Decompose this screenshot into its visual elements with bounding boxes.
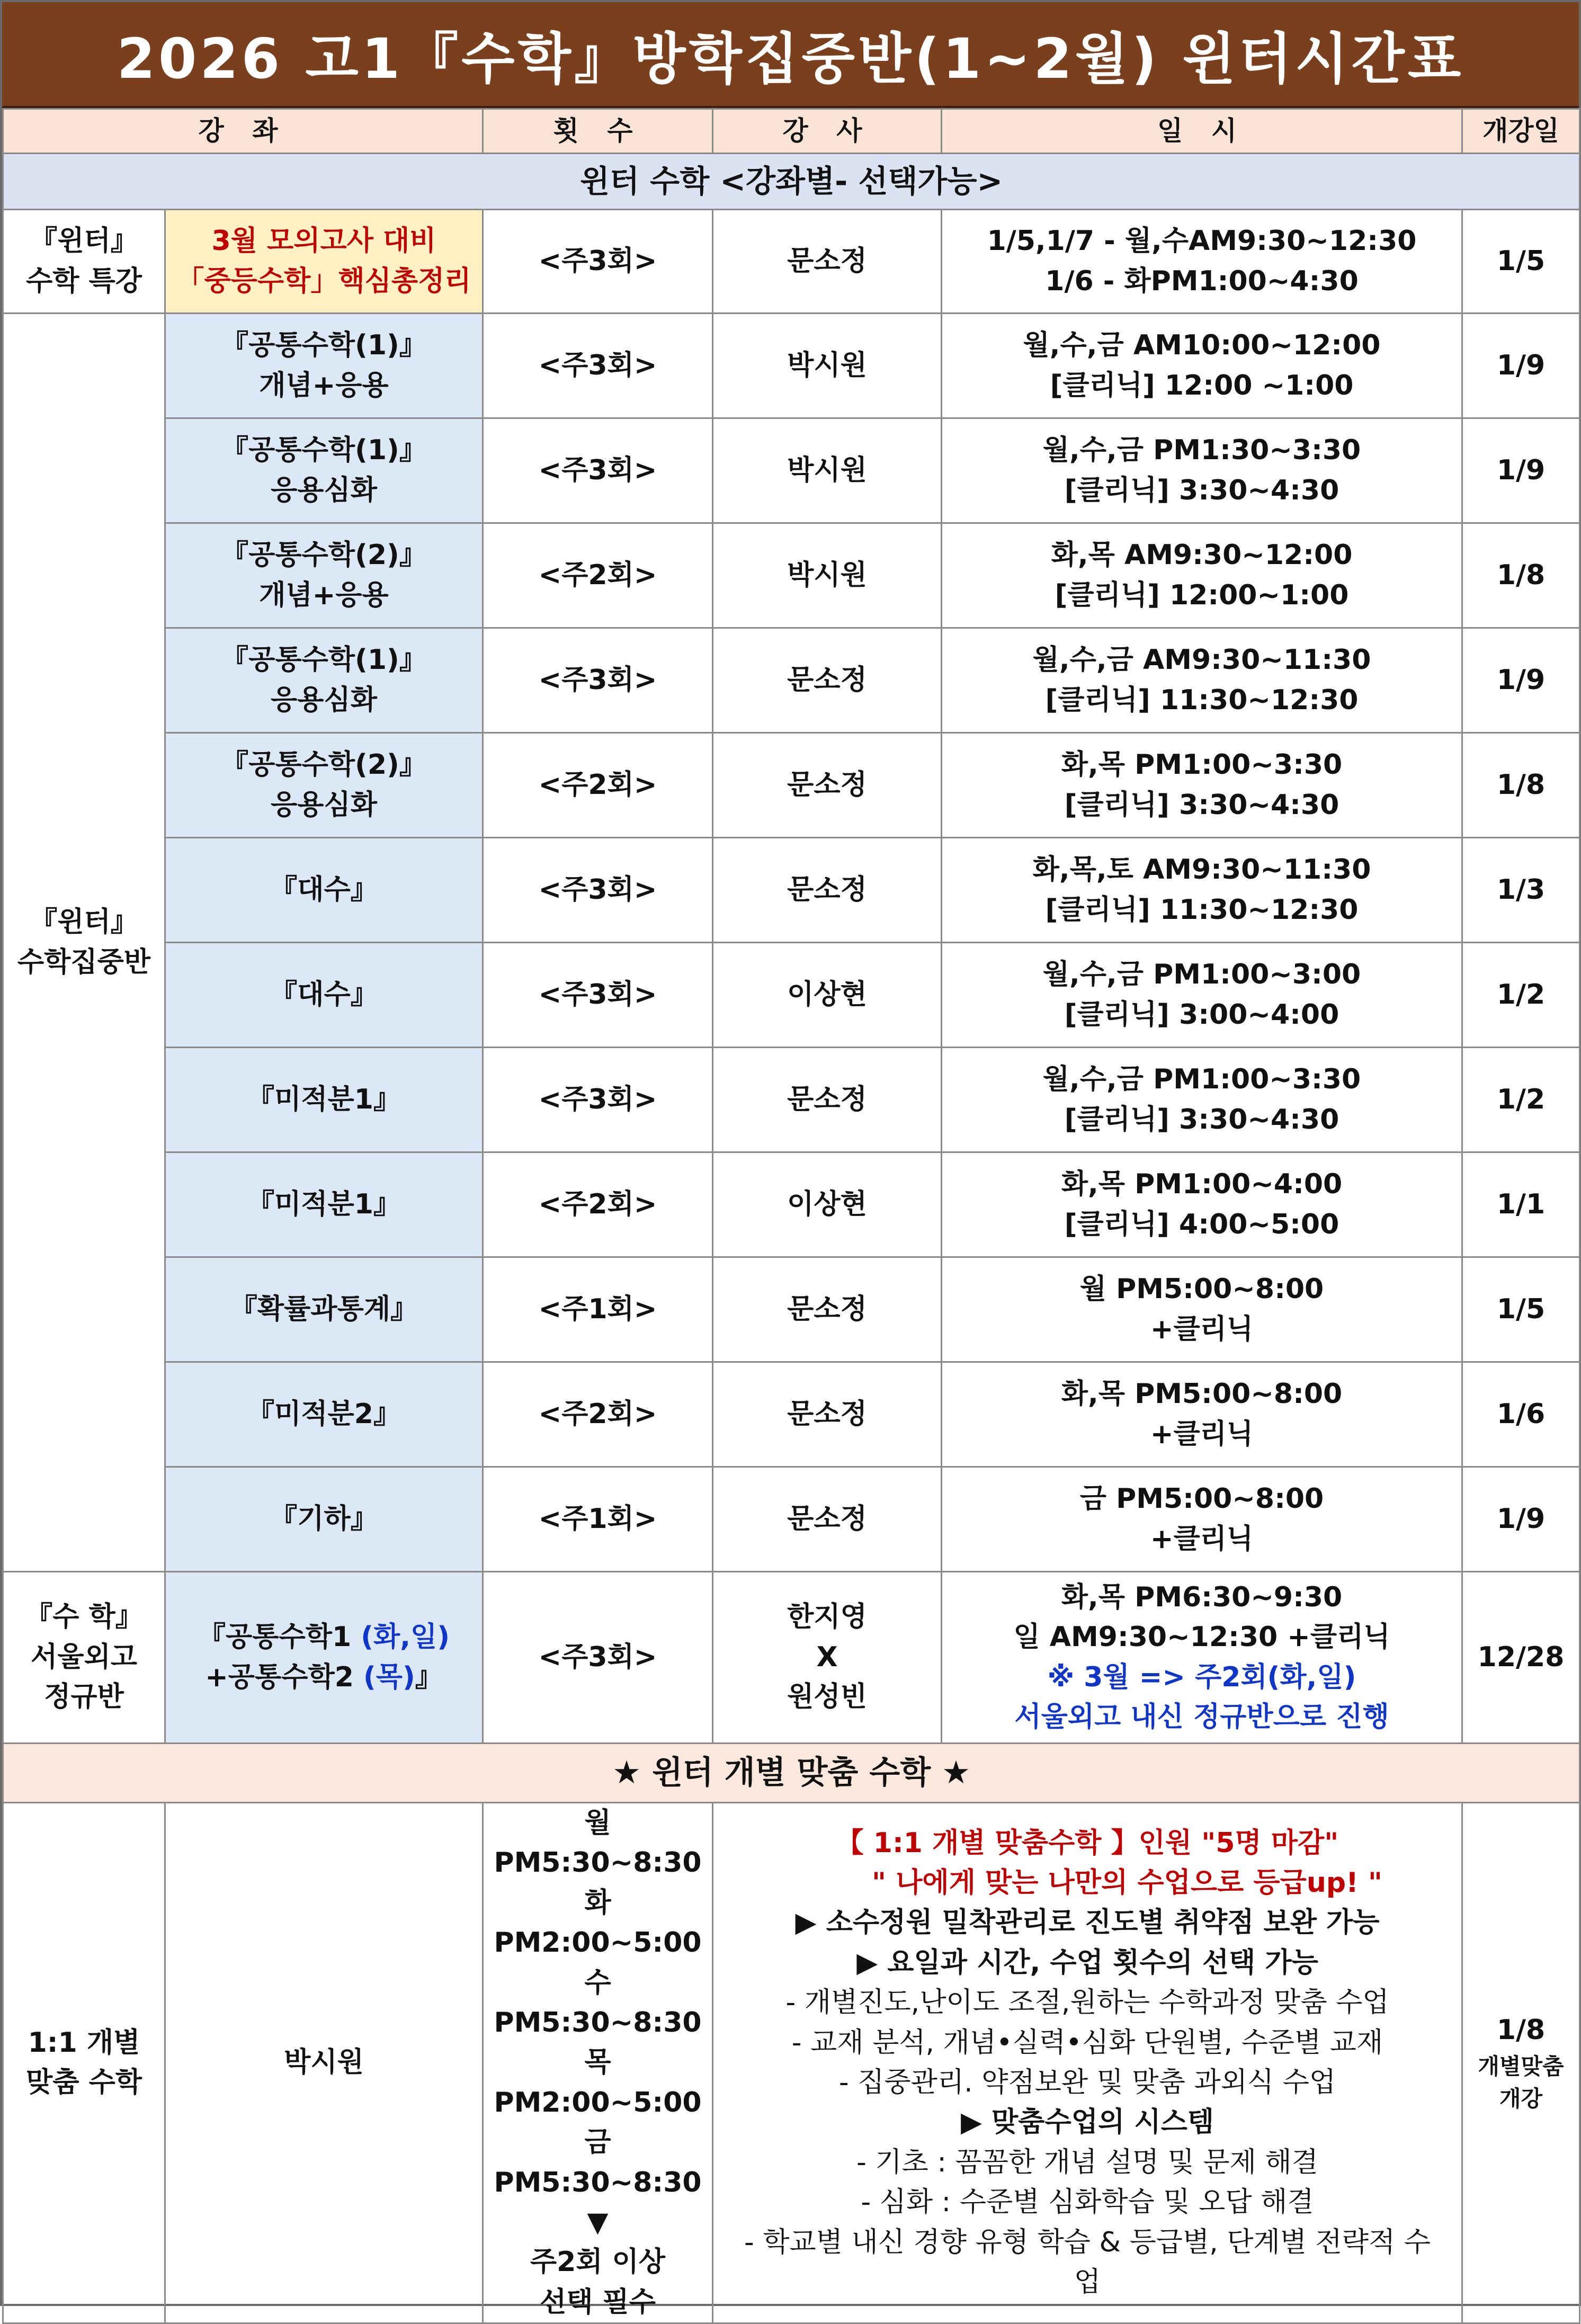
detail-item: - 기초 : 꼼꼼한 개념 설명 및 문제 해결 [856, 2146, 1318, 2178]
table-row [3, 628, 1580, 733]
detail-bullet: ▶ 맞춤수업의 시스템 [960, 2106, 1214, 2139]
opening-line: 1/8 [1496, 2014, 1546, 2046]
schedule-line: 월,수,금 PM1:00~3:30 [1042, 1063, 1361, 1096]
course-line: 「중등수학」핵심총정리 [176, 265, 471, 297]
count-cell: <주3회> [483, 418, 713, 523]
opening-cell: 1/5 [1462, 1257, 1580, 1362]
detail-item: - 집중관리. 약점보완 및 맞춤 과외식 수업 [838, 2067, 1336, 2099]
course-line: 『대수』 [270, 873, 378, 906]
course-days: (목) [363, 1661, 415, 1693]
header-teacher: 강 사 [713, 109, 942, 154]
schedule-cell [942, 628, 1462, 733]
schedule-line: 1/5,1/7 - 월,수AM9:30~12:30 [987, 225, 1417, 257]
course-line: 응용심화 [271, 684, 377, 716]
schedule-cell [942, 943, 1462, 1048]
detail-cell [713, 1803, 1462, 2323]
schedule-cell [942, 314, 1462, 418]
opening-cell [1462, 1803, 1580, 2323]
opening-cell: 1/5 [1462, 210, 1580, 314]
header-row [3, 109, 1580, 154]
course-line: 『미적분1』 [247, 1188, 401, 1220]
requirement-line: 선택 필수 [539, 2286, 656, 2318]
course-text: 『공통수학1 [198, 1621, 361, 1653]
teacher-cell: 문소정 [713, 210, 942, 314]
schedule-line: 월,수,금 PM1:00~3:00 [1042, 959, 1361, 991]
category-line: 『윈터』 [30, 906, 138, 938]
course-cell [165, 418, 483, 523]
schedule-line: 화PM2:00~5:00 [494, 1887, 702, 1959]
schedule-line: 목PM2:00~5:00 [494, 2046, 702, 2119]
schedule-line: 화,목 PM1:00~3:30 [1061, 749, 1343, 781]
category-line: 서울외고 [31, 1641, 137, 1673]
opening-cell: 1/2 [1462, 943, 1580, 1048]
count-cell: <주1회> [483, 1467, 713, 1572]
course-cell [165, 523, 483, 628]
table-row [3, 1048, 1580, 1152]
table-row [3, 1257, 1580, 1362]
schedule-line: 금PM5:30~8:30 [494, 2126, 702, 2198]
schedule-line: 수PM5:30~8:30 [494, 1967, 702, 2039]
count-cell: <주3회> [483, 628, 713, 733]
detail-bullet: ▶ 요일과 시간, 수업 횟수의 선택 가능 [856, 1946, 1318, 1979]
category-line: 정규반 [44, 1681, 124, 1713]
schedule-cell [942, 523, 1462, 628]
table-row [3, 1572, 1580, 1744]
course-line: 『공통수학(2)』 [221, 539, 427, 571]
table-row [3, 210, 1580, 314]
schedule-line: 월,수,금 PM1:30~3:30 [1042, 434, 1361, 467]
detail-headline: 【 1:1 개별 맞춤수학 】인원 "5명 마감" [836, 1827, 1339, 1859]
course-line: 『기하』 [270, 1503, 378, 1535]
schedule-cell [942, 733, 1462, 838]
teacher-line: 한지영 [787, 1601, 867, 1633]
course-cell [165, 210, 483, 314]
count-cell: <주1회> [483, 1257, 713, 1362]
schedule-cell [942, 1048, 1462, 1152]
course-line: 응용심화 [271, 789, 377, 821]
teacher-cell: 문소정 [713, 1467, 942, 1572]
detail-item: - 학교별 내신 경향 유형 학습 & 등급별, 단계별 전략적 수 [744, 2226, 1431, 2258]
schedule-line: 화,목 PM5:00~8:00 [1061, 1378, 1343, 1410]
teacher-cell: 문소정 [713, 733, 942, 838]
count-cell: <주2회> [483, 1152, 713, 1257]
opening-cell: 1/8 [1462, 523, 1580, 628]
down-arrow-icon: ▼ [587, 2206, 609, 2238]
schedule-cell [942, 418, 1462, 523]
count-cell: <주2회> [483, 733, 713, 838]
opening-line: 개강 [1499, 2085, 1543, 2112]
timetable [2, 108, 1580, 2324]
course-line: 『공통수학(1)』 [221, 644, 427, 676]
course-cell [165, 1257, 483, 1362]
opening-line: 개별맞춤 [1478, 2053, 1564, 2079]
count-cell: <주3회> [483, 314, 713, 418]
schedule-cell [942, 1572, 1462, 1744]
count-cell: <주3회> [483, 1572, 713, 1744]
opening-cell: 1/9 [1462, 418, 1580, 523]
schedule-line: [클리닉] 11:30~12:30 [1045, 684, 1359, 716]
course-line: 『대수』 [270, 978, 378, 1011]
category-line: 수학 특강 [25, 265, 142, 297]
schedule-line: 화,목 PM6:30~9:30 [1061, 1581, 1343, 1613]
schedule-cell [942, 1152, 1462, 1257]
course-line [171, 1658, 477, 1697]
table-row [3, 314, 1580, 418]
course-line: 개념+응용 [259, 369, 389, 401]
schedule-line: [클리닉] 4:00~5:00 [1064, 1208, 1339, 1240]
count-cell: <주3회> [483, 1048, 713, 1152]
opening-cell: 1/6 [1462, 1362, 1580, 1467]
schedule-cell [942, 1362, 1462, 1467]
course-line: 『공통수학(1)』 [221, 329, 427, 362]
category-cell [3, 314, 165, 1572]
opening-cell: 1/3 [1462, 838, 1580, 943]
schedule-line: 월,수,금 AM10:00~12:00 [1023, 329, 1381, 362]
table-row [3, 838, 1580, 943]
table-row [3, 1803, 1580, 2323]
category-cell [3, 1572, 165, 1744]
detail-slogan: " 나에게 맞는 나만의 수업으로 등급up! " [872, 1867, 1383, 1899]
schedule-cell [942, 838, 1462, 943]
header-course: 강 좌 [3, 109, 483, 154]
teacher-cell: 문소정 [713, 628, 942, 733]
detail-item: - 심화 : 수준별 심화학습 및 오답 해결 [861, 2186, 1314, 2219]
schedule-line: 일 AM9:30~12:30 +클리닉 [1013, 1621, 1390, 1653]
course-cell [165, 628, 483, 733]
section-title: ★ 윈터 개별 맞춤 수학 ★ [3, 1744, 1580, 1803]
schedule-cell [942, 1467, 1462, 1572]
schedule-line: +클리닉 [1150, 1313, 1254, 1345]
category-line: 수학집중반 [17, 946, 151, 978]
table-row [3, 733, 1580, 838]
course-line [171, 1617, 477, 1657]
schedule-line: +클리닉 [1150, 1523, 1254, 1555]
course-cell [165, 1048, 483, 1152]
schedule-line: 월 PM5:00~8:00 [1079, 1273, 1324, 1306]
course-text: +공통수학2 [205, 1661, 364, 1693]
table-row [3, 1362, 1580, 1467]
teacher-cell: 박시원 [165, 1803, 483, 2323]
table-row [3, 943, 1580, 1048]
schedule-line: [클리닉] 3:30~4:30 [1064, 789, 1339, 821]
course-line: 『공통수학(2)』 [221, 749, 427, 781]
schedule-line: [클리닉] 3:30~4:30 [1064, 474, 1339, 506]
course-line: 『확률과통계』 [229, 1293, 418, 1325]
schedule-note: ※ 3월 => 주2회(화,일) [1047, 1661, 1356, 1693]
category-line: 1:1 개별 [28, 2026, 140, 2059]
teacher-cell: 문소정 [713, 1362, 942, 1467]
schedule-line: 금 PM5:00~8:00 [1079, 1483, 1324, 1515]
section-header-custom [3, 1744, 1580, 1803]
course-line: 응용심화 [271, 474, 377, 506]
schedule-line: 화,목,토 AM9:30~11:30 [1032, 854, 1371, 886]
schedule-line: [클리닉] 3:00~4:00 [1064, 998, 1339, 1031]
detail-item: - 교재 분석, 개념•실력•심화 단원별, 수준별 교재 [791, 2026, 1383, 2059]
schedule-line: 월PM5:30~8:30 [494, 1807, 702, 1879]
table-row [3, 523, 1580, 628]
course-cell [165, 943, 483, 1048]
header-opening: 개강일 [1462, 109, 1580, 154]
opening-cell: 1/2 [1462, 1048, 1580, 1152]
course-line: 『공통수학(1)』 [221, 434, 427, 467]
teacher-cell: 이상현 [713, 943, 942, 1048]
course-cell [165, 1572, 483, 1744]
schedule-cell [942, 1257, 1462, 1362]
count-cell: <주3회> [483, 210, 713, 314]
course-cell [165, 838, 483, 943]
category-line: 맞춤 수학 [25, 2067, 142, 2099]
category-line: 『수 학』 [25, 1601, 143, 1633]
opening-cell: 1/9 [1462, 628, 1580, 733]
schedule-line: 화,목 AM9:30~12:00 [1051, 539, 1353, 571]
category-line: 『윈터』 [30, 225, 138, 257]
schedule-line: [클리닉] 3:30~4:30 [1064, 1103, 1339, 1136]
course-cell [165, 314, 483, 418]
table-row [3, 418, 1580, 523]
teacher-cell: 문소정 [713, 838, 942, 943]
opening-cell: 1/1 [1462, 1152, 1580, 1257]
teacher-line: X [816, 1641, 838, 1673]
section-title: 윈터 수학 <강좌별- 선택가능> [3, 154, 1580, 210]
course-cell [165, 1152, 483, 1257]
teacher-cell [713, 1572, 942, 1744]
opening-cell: 1/9 [1462, 1467, 1580, 1572]
opening-cell: 1/9 [1462, 314, 1580, 418]
teacher-cell: 문소정 [713, 1048, 942, 1152]
schedule-line: 1/6 - 화PM1:00~4:30 [1045, 265, 1359, 297]
page-title: 2026 고1『수학』방학집중반(1~2월) 윈터시간표 [2, 2, 1579, 108]
schedule-line: 월,수,금 AM9:30~11:30 [1032, 644, 1371, 676]
course-text: 』 [415, 1661, 443, 1693]
course-cell [165, 733, 483, 838]
count-cell: <주2회> [483, 1362, 713, 1467]
category-cell [3, 210, 165, 314]
teacher-cell: 박시원 [713, 314, 942, 418]
schedule-line: [클리닉] 11:30~12:30 [1045, 893, 1359, 926]
opening-cell: 1/8 [1462, 733, 1580, 838]
schedule-line: [클리닉] 12:00 ~1:00 [1050, 369, 1354, 401]
count-cell: <주3회> [483, 838, 713, 943]
count-cell [483, 1803, 713, 2323]
course-line: 『미적분2』 [247, 1398, 401, 1430]
course-cell [165, 1362, 483, 1467]
table-row [3, 1467, 1580, 1572]
detail-item: - 개별진도,난이도 조절,원하는 수학과정 맞춤 수업 [785, 1987, 1389, 2019]
schedule-line: 화,목 PM1:00~4:00 [1061, 1168, 1343, 1201]
count-cell: <주3회> [483, 943, 713, 1048]
course-line: 『미적분1』 [247, 1083, 401, 1115]
section-header-winter [3, 154, 1580, 210]
schedule-line: +클리닉 [1150, 1418, 1254, 1450]
course-line: 3월 모의고사 대비 [211, 225, 436, 257]
teacher-cell: 문소정 [713, 1257, 942, 1362]
schedule-cell [942, 210, 1462, 314]
detail-bullet: ▶ 소수정원 밀착관리로 진도별 취약점 보완 가능 [795, 1907, 1380, 1939]
requirement-line: 주2회 이상 [530, 2246, 666, 2278]
course-cell [165, 1467, 483, 1572]
header-schedule: 일 시 [942, 109, 1462, 154]
detail-item: 업 [1074, 2266, 1101, 2298]
count-cell: <주2회> [483, 523, 713, 628]
header-count: 횟 수 [483, 109, 713, 154]
teacher-cell: 이상현 [713, 1152, 942, 1257]
teacher-cell: 박시원 [713, 418, 942, 523]
course-days: (화,일) [361, 1621, 450, 1653]
opening-cell: 12/28 [1462, 1572, 1580, 1744]
table-row [3, 1152, 1580, 1257]
teacher-line: 원성빈 [787, 1681, 867, 1713]
course-line: 개념+응용 [259, 579, 389, 611]
category-cell [3, 1803, 165, 2323]
schedule-line: [클리닉] 12:00~1:00 [1055, 579, 1349, 611]
teacher-cell: 박시원 [713, 523, 942, 628]
schedule-note: 서울외고 내신 정규반으로 진행 [1014, 1701, 1389, 1733]
